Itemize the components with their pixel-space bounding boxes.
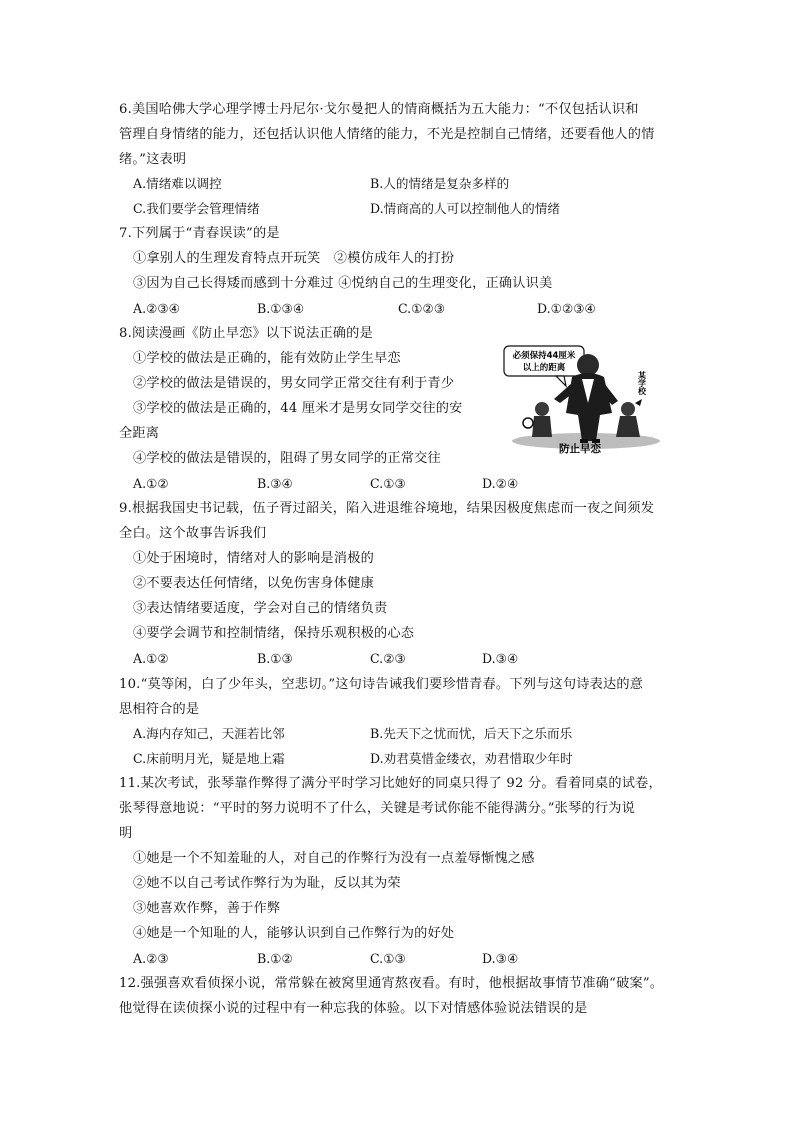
- q9-option-d: D.③④: [482, 651, 519, 666]
- speech-text-line-2: 以上的距离: [522, 363, 566, 373]
- q11-option-b: B.①②: [257, 951, 293, 966]
- q9-item-4: ④要学会调节和控制情绪，保持乐观积极的心态: [133, 626, 415, 641]
- q8-item-4: ④学校的做法是错误的，阻碍了男女同学的正常交往: [133, 451, 441, 466]
- q8-option-b: B.③④: [257, 476, 293, 491]
- q9-item-3: ③表达情绪要适度，学会对自己的情绪负责: [133, 601, 388, 616]
- q6-stem-line-1: 6.美国哈佛大学心理学博士丹尼尔·戈尔曼把人的情商概括为五大能力：“不仅包括认识和: [119, 102, 639, 117]
- comic-caption: 防止早恋: [559, 443, 601, 455]
- q9-item-2: ②不要表达任何情绪，以免伤害身体健康: [133, 576, 374, 591]
- q11-item-3: ③她喜欢作弊，善于作弊: [133, 901, 281, 916]
- q11-stem-line-2: 张琴得意地说：“平时的努力说明不了什么，关键是考试你能不能得满分。”张琴的行为说: [119, 801, 636, 816]
- q6-option-c: C.我们要学会管理情绪: [133, 201, 260, 216]
- q7-items-line-1: ①拿别人的生理发育特点开玩笑 ②模仿成年人的打扮: [133, 251, 455, 266]
- q6-option-b: B.人的情绪是复杂多样的: [370, 176, 510, 191]
- q10-option-d: D.劝君莫惜金缕衣，劝君惜取少年时: [370, 751, 573, 766]
- q9-item-1: ①处于困境时，情绪对人的影响是消极的: [133, 551, 374, 566]
- q11-option-d: D.③④: [482, 951, 519, 966]
- q9-option-b: B.①③: [257, 651, 293, 666]
- school-sign-text: 某学校: [637, 371, 647, 395]
- q8-item-2: ②学校的做法是错误的，男女同学正常交往有利于青少: [133, 376, 455, 391]
- q12-stem-line-1: 12.强强喜欢看侦探小说，常常躲在被窝里通宵熬夜看。有时，他根据故事情节准确“破案”。: [119, 976, 664, 991]
- q9-option-c: C.②③: [370, 651, 406, 666]
- q6-stem-line-2: 管理自身情绪的能力，还包括认识他人情绪的能力，不光是控制自己情绪，还要看他人的情: [119, 127, 655, 142]
- q7-option-c: C.①②③: [398, 301, 446, 316]
- q11-stem-line-3: 明: [119, 826, 133, 841]
- q10-option-a: A.海内存知己，天涯若比邻: [133, 726, 285, 741]
- q10-stem-line-1: 10.“莫等闲，白了少年头，空悲切。”这句诗告诫我们要珍惜青春。下列与这句诗表达的意: [119, 677, 644, 692]
- q8-option-d: D.②④: [482, 476, 519, 491]
- q11-stem-line-1: 11.某次考试，张琴靠作弊得了满分平时学习比她好的同桌只得了 92 分。看着同桌的试卷，: [119, 776, 662, 791]
- q7-option-d: D.①②③④: [537, 301, 596, 316]
- q7-items-line-2: ③因为自己长得矮而感到十分难过 ④悦纳自己的生理变化，正确认识美: [133, 276, 553, 291]
- q7-stem: 7.下列属于“青春误读”的是: [119, 226, 280, 241]
- q7-option-a: A.②③④: [133, 301, 180, 316]
- comic-illustration: [496, 343, 662, 455]
- q8-option-c: C.①③: [370, 476, 406, 491]
- q6-option-a: A.情绪难以调控: [133, 176, 222, 191]
- q8-item-3-cont: 全距离: [119, 426, 160, 441]
- q9-stem-line-2: 全白。这个故事告诉我们: [119, 526, 267, 541]
- q9-stem-line-1: 9.根据我国史书记载，伍子胥过韶关，陷入进退维谷境地，结果因极度焦虑而一夜之间须发: [119, 501, 655, 516]
- q8-item-1: ①学校的做法是正确的，能有效防止学生早恋: [133, 351, 401, 366]
- speech-text-line-1: 必须保持44厘米: [512, 351, 576, 361]
- q12-stem-line-2: 他觉得在读侦探小说的过程中有一种忘我的体验。以下对情感体验说法错误的是: [119, 1001, 588, 1016]
- q11-item-1: ①她是一个不知羞耻的人，对自己的作弊行为没有一点羞辱惭愧之感: [133, 851, 535, 866]
- q6-option-d: D.情商高的人可以控制他人的情绪: [370, 201, 560, 216]
- q8-item-3: ③学校的做法是正确的，44 厘米才是男女同学交往的安: [133, 401, 463, 416]
- q8-stem: 8.阅读漫画《防止早恋》以下说法正确的是: [119, 326, 373, 341]
- q10-option-b: B.先天下之忧而忧，后天下之乐而乐: [370, 726, 573, 741]
- q6-stem-line-3: 绪。”这表明: [119, 152, 187, 167]
- q8-option-a: A.①②: [133, 476, 169, 491]
- q10-option-c: C.床前明月光，疑是地上霜: [133, 751, 285, 766]
- q11-option-c: C.①③: [370, 951, 406, 966]
- q11-item-2: ②她不以自己考试作弊行为为耻，反以其为荣: [133, 876, 401, 891]
- q7-option-b: B.①③④: [257, 301, 305, 316]
- q11-option-a: A.②③: [133, 951, 169, 966]
- q11-item-4: ④她是一个知耻的人，能够认识到自己作弊行为的好处: [133, 926, 455, 941]
- q10-stem-line-2: 思相符合的是: [119, 702, 200, 717]
- q9-option-a: A.①②: [133, 651, 169, 666]
